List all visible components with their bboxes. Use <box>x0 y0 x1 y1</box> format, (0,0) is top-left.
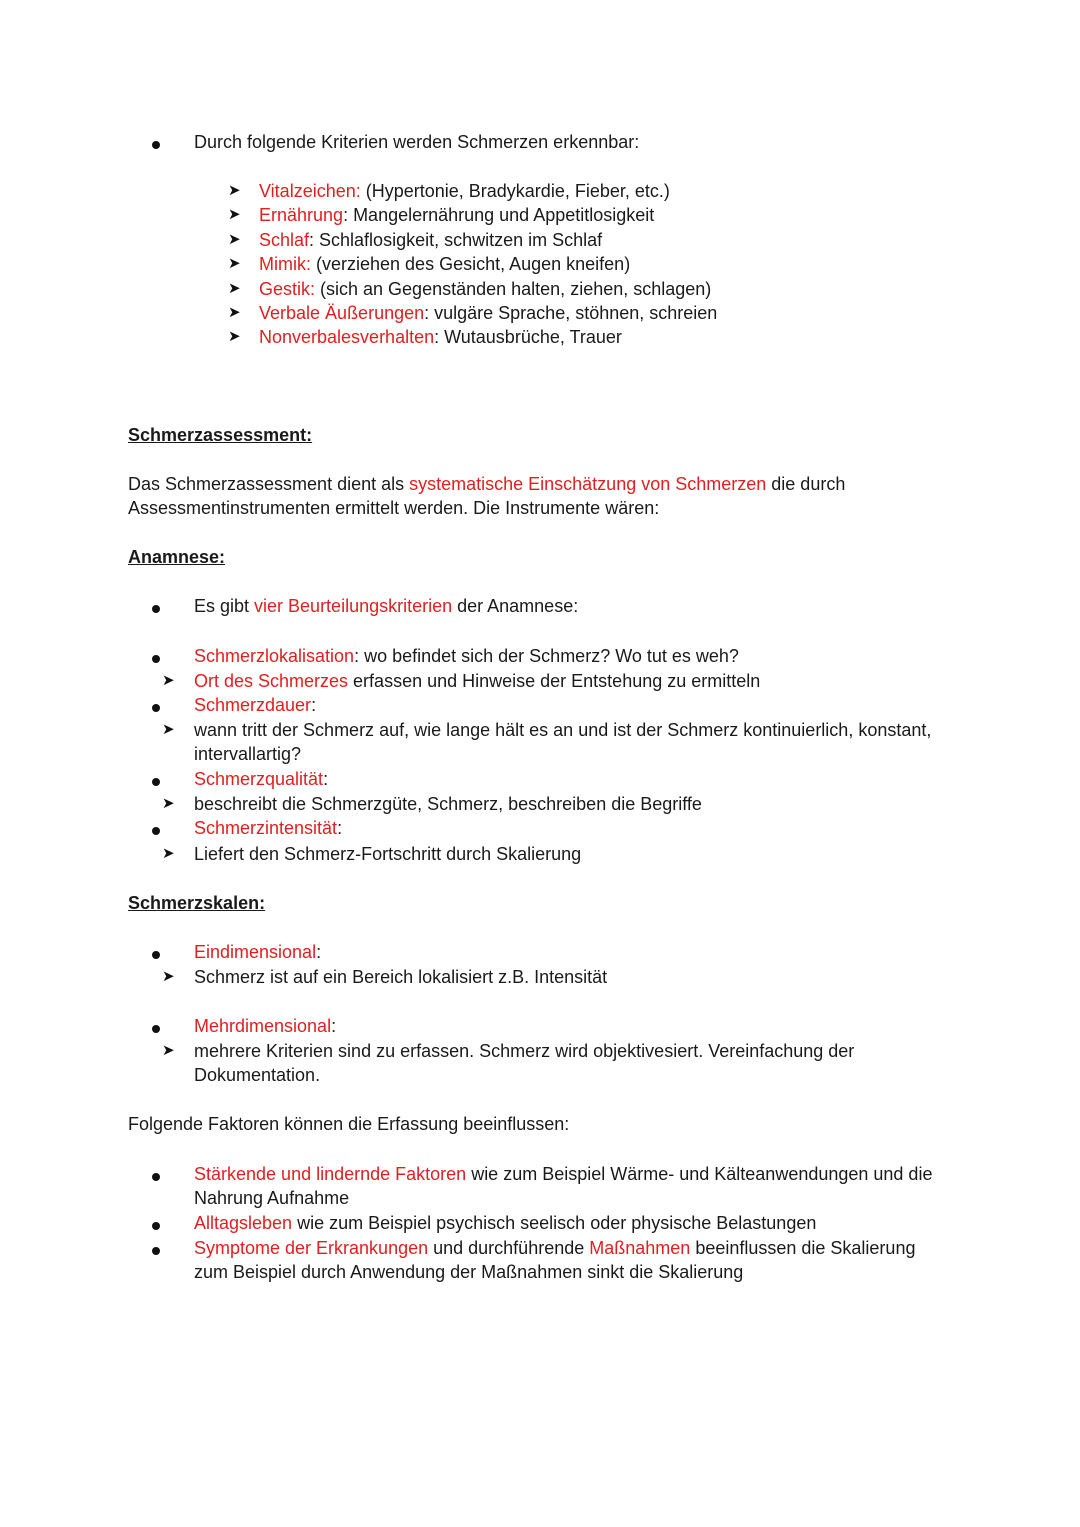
bullet-dot-icon <box>152 941 160 965</box>
item-schmerzlokalisation: Schmerzlokalisation: wo befindet sich der Schmerz? Wo tut es weh? <box>194 646 739 666</box>
arrow-bullet-icon: ➤ <box>228 182 241 199</box>
arrow-bullet-icon: ➤ <box>162 795 175 812</box>
criteria-intro: Durch folgende Kriterien werden Schmerzen erkennbar: <box>194 132 640 152</box>
criteria-item: Mimik: (verziehen des Gesicht, Augen kneifen) <box>259 254 631 274</box>
faktoren-intro: Folgende Faktoren können die Erfassung beeinflussen: <box>128 1114 570 1134</box>
criteria-item: Nonverbalesverhalten: Wutausbrüche, Trauer <box>259 327 622 347</box>
criteria-item: Gestik: (sich an Gegenständen halten, ziehen, schlagen) <box>259 279 712 299</box>
eindimensional-desc: Schmerz ist auf ein Bereich lokalisiert z.B. Intensität <box>194 967 608 987</box>
arrow-bullet-icon: ➤ <box>228 255 241 272</box>
bullet-dot-icon <box>152 1163 160 1187</box>
bullet-dot-icon <box>152 1212 160 1236</box>
bullet-dot-icon <box>152 768 160 792</box>
arrow-bullet-icon: ➤ <box>228 280 241 297</box>
anamnese-intro: Es gibt vier Beurteilungskriterien der Anamnese: <box>194 596 579 616</box>
bullet-dot-icon <box>152 131 160 155</box>
assessment-paragraph-line2: Assessmentinstrumenten ermittelt werden. Die Instrumente wären: <box>128 498 660 518</box>
arrow-bullet-icon: ➤ <box>228 206 241 223</box>
item-schmerzintensitaet: Schmerzintensität: <box>194 818 343 838</box>
arrow-bullet-icon: ➤ <box>228 304 241 321</box>
item-ort-des-schmerzes: Ort des Schmerzes erfassen und Hinweise der Entstehung zu ermitteln <box>194 671 761 691</box>
mehrdimensional-desc-line1: mehrere Kriterien sind zu erfassen. Schmerz wird objektivesiert. Vereinfachung der <box>194 1041 855 1061</box>
schmerzintensitaet-desc: Liefert den Schmerz-Fortschritt durch Skalierung <box>194 844 582 864</box>
schmerzdauer-desc-line2: intervallartig? <box>194 744 302 764</box>
faktor-symptome-line1: Symptome der Erkrankungen und durchführende Maßnahmen beeinflussen die Skalierung <box>194 1238 916 1258</box>
faktor-staerkende-line1: Stärkende und lindernde Faktoren wie zum Beispiel Wärme- und Kälteanwendungen und die <box>194 1164 933 1184</box>
criteria-item: Verbale Äußerungen: vulgäre Sprache, stöhnen, schreien <box>259 303 718 323</box>
item-schmerzdauer: Schmerzdauer: <box>194 695 317 715</box>
assessment-paragraph-line1: Das Schmerzassessment dient als systematische Einschätzung von Schmerzen die durch <box>128 474 846 494</box>
bullet-dot-icon <box>152 595 160 619</box>
criteria-item: Schlaf: Schlaflosigkeit, schwitzen im Schlaf <box>259 230 603 250</box>
arrow-bullet-icon: ➤ <box>228 328 241 345</box>
heading-schmerzassessment: Schmerzassessment: <box>128 425 313 445</box>
schmerzqualitaet-desc: beschreibt die Schmerzgüte, Schmerz, beschreiben die Begriffe <box>194 794 702 814</box>
bullet-dot-icon <box>152 1237 160 1261</box>
faktor-staerkende-line2: Nahrung Aufnahme <box>194 1188 350 1208</box>
faktor-alltagsleben: Alltagsleben wie zum Beispiel psychisch seelisch oder physische Belastungen <box>194 1213 817 1233</box>
arrow-bullet-icon: ➤ <box>162 672 175 689</box>
heading-schmerzskalen: Schmerzskalen: <box>128 893 266 913</box>
item-schmerzqualitaet: Schmerzqualität: <box>194 769 329 789</box>
arrow-bullet-icon: ➤ <box>162 845 175 862</box>
criteria-item: Ernährung: Mangelernährung und Appetitlosigkeit <box>259 205 655 225</box>
bullet-dot-icon <box>152 817 160 841</box>
arrow-bullet-icon: ➤ <box>162 721 175 738</box>
bullet-dot-icon <box>152 1015 160 1039</box>
arrow-bullet-icon: ➤ <box>228 231 241 248</box>
bullet-dot-icon <box>152 694 160 718</box>
arrow-bullet-icon: ➤ <box>162 1042 175 1059</box>
heading-anamnese: Anamnese: <box>128 547 226 567</box>
arrow-bullet-icon: ➤ <box>162 968 175 985</box>
schmerzdauer-desc-line1: wann tritt der Schmerz auf, wie lange hält es an und ist der Schmerz kontinuierlich, konstant, <box>194 720 932 740</box>
criteria-item: Vitalzeichen: (Hypertonie, Bradykardie, Fieber, etc.) <box>259 181 670 201</box>
mehrdimensional-desc-line2: Dokumentation. <box>194 1065 321 1085</box>
bullet-dot-icon <box>152 645 160 669</box>
item-eindimensional: Eindimensional: <box>194 942 322 962</box>
item-mehrdimensional: Mehrdimensional: <box>194 1016 337 1036</box>
faktor-symptome-line2: zum Beispiel durch Anwendung der Maßnahmen sinkt die Skalierung <box>194 1262 744 1282</box>
